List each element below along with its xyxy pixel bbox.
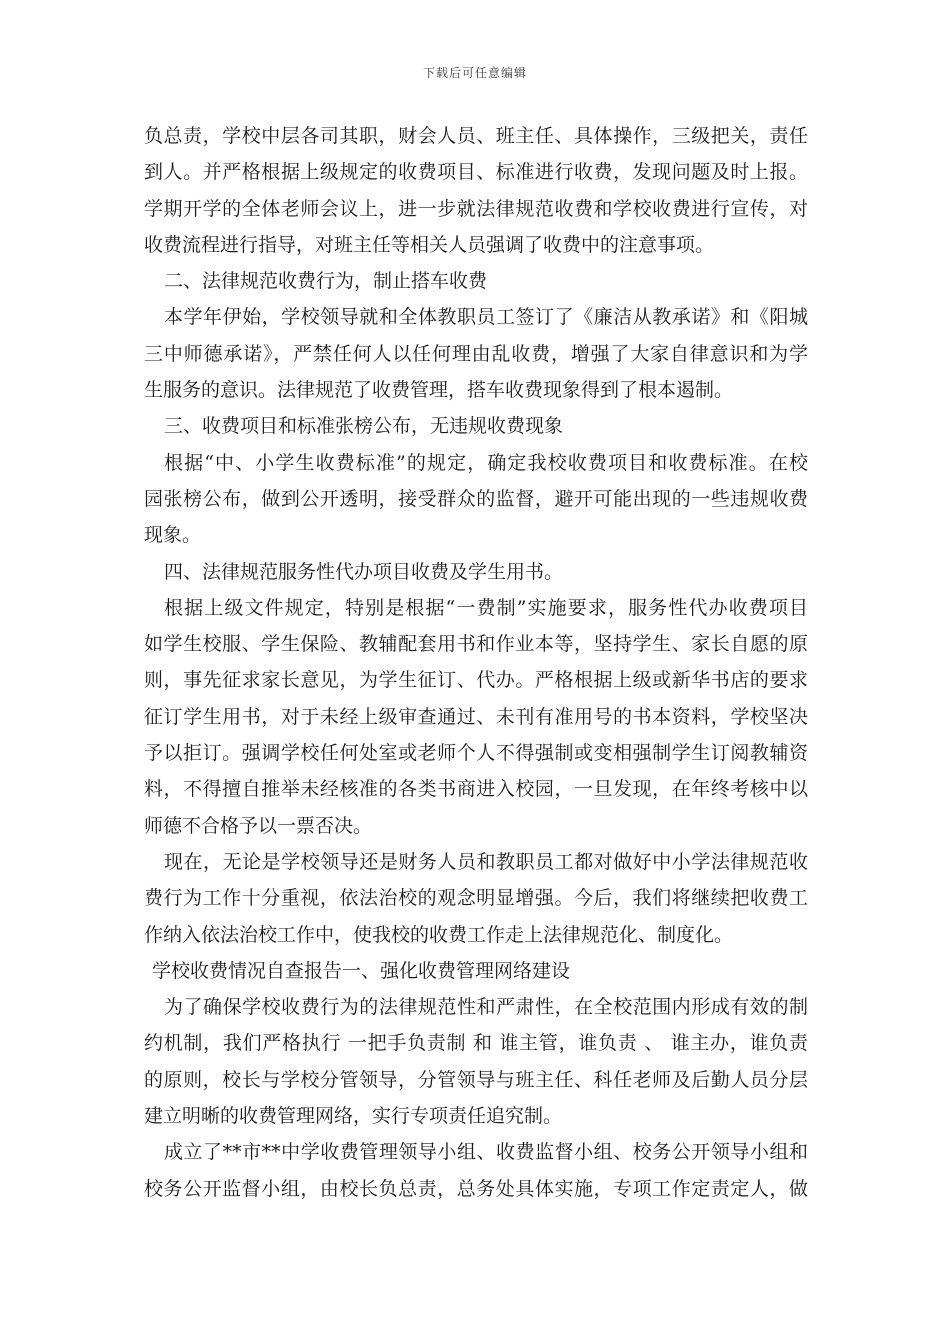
text-line: 约机制，我们严格执行 一把手负责制 和 谁主管，谁负责 、 谁主办，谁负责 xyxy=(144,1032,808,1055)
text-line: 二、法律规范收费行为，制止搭车收费 xyxy=(164,270,488,293)
text-line: 作纳入依法治校工作中，使我校的收费工作走上法律规范化、制度化。 xyxy=(144,923,734,946)
text-line: 建立明晰的收费管理网络，实行专项责任追究制。 xyxy=(144,1105,563,1128)
text-line: 现象。 xyxy=(144,524,202,547)
text-line: 四、法律规范服务性代办项目收费及学生用书。 xyxy=(164,560,564,583)
text-line: 学期开学的全体老师会议上，进一步就法律规范收费和学校收费进行宣传，对 xyxy=(144,197,808,220)
text-line: 学校收费情况自查报告一、强化收费管理网络建设 xyxy=(152,959,571,982)
text-line: 三中师德承诺》，严禁任何人以任何理由乱收费，增强了大家自律意识和为学 xyxy=(144,342,808,365)
text-line: 如学生校服、学生保险、教辅配套用书和作业本等，坚持学生、家长自愿的原 xyxy=(144,633,808,656)
text-line: 本学年伊始，学校领导就和全体教职员工签订了《廉洁从教承诺》和《阳城 xyxy=(164,306,808,329)
text-line: 根据上级文件规定，特别是根据“一费制”实施要求，服务性代办收费项目 xyxy=(164,596,808,619)
text-line: 为了确保学校收费行为的法律规范性和严肃性，在全校范围内形成有效的制 xyxy=(164,996,808,1019)
text-line: 生服务的意识。法律规范了收费管理，搭车收费现象得到了根本遏制。 xyxy=(144,379,734,402)
text-line: 师德不合格予以一票否决。 xyxy=(144,814,373,837)
text-line: 到人。并严格根据上级规定的收费项目、标准进行收费，发现问题及时上报。 xyxy=(144,161,808,184)
text-line: 负总责，学校中层各司其职，财会人员、班主任、具体操作，三级把关，责任 xyxy=(144,125,808,147)
text-line: 予以拒订。强调学校任何处室或老师个人不得强制或变相强制学生订阅教辅资 xyxy=(144,742,808,765)
text-line: 园张榜公布，做到公开透明，接受群众的监督，避开可能出现的一些违规收费 xyxy=(144,487,808,510)
text-line: 成立了**市**中学收费管理领导小组、收费监督小组、校务公开领导小组和 xyxy=(164,1141,808,1164)
text-line: 根据“中、小学生收费标准”的规定，确定我校收费项目和收费标准。在校 xyxy=(164,451,808,474)
text-line: 料，不得擅自推举未经核准的各类书商进入校园，一旦发现，在年终考核中以 xyxy=(144,778,808,801)
text-line: 则，事先征求家长意见，为学生征订、代办。严格根据上级或新华书店的要求 xyxy=(144,669,808,692)
text-line: 校务公开监督小组，由校长负总责，总务处具体实施，专项工作定责定人，做 xyxy=(144,1177,808,1200)
text-line: 的原则，校长与学校分管领导，分管领导与班主任、科任老师及后勤人员分层 xyxy=(144,1068,808,1091)
text-line: 现在，无论是学校领导还是财务人员和教职员工都对做好中小学法律规范收 xyxy=(164,850,808,873)
text-line: 收费流程进行指导，对班主任等相关人员强调了收费中的注意事项。 xyxy=(144,233,715,256)
page-header: 下载后可任意编辑 xyxy=(422,66,527,80)
text-line: 费行为工作十分重视，依法治校的观念明显增强。今后，我们将继续把收费工 xyxy=(144,887,808,910)
text-line: 征订学生用书，对于未经上级审查通过、未刊有准用号的书本资料，学校坚决 xyxy=(144,705,808,728)
text-line: 三、收费项目和标准张榜公布，无违规收费现象 xyxy=(164,415,564,438)
document-body xyxy=(144,118,808,1207)
